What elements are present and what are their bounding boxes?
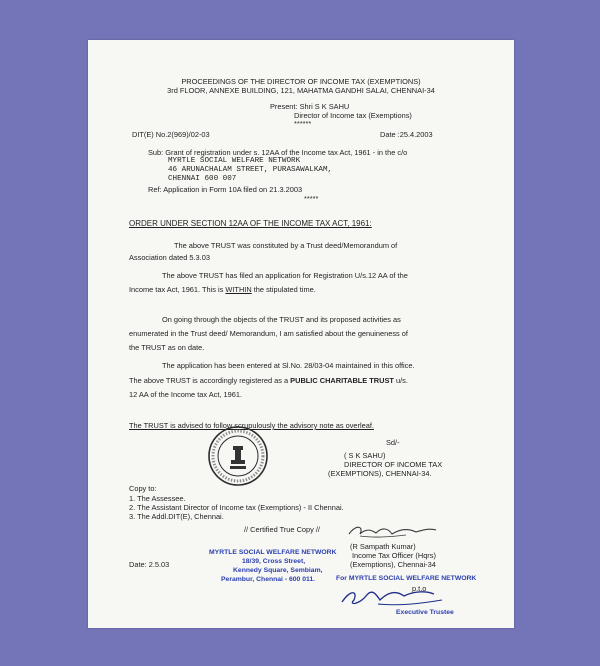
signatory-office: (EXEMPTIONS), CHENNAI-34. [328,469,432,478]
para4-line1: The application has been entered at Sl.No. 28/03-04 maintained in this office. [162,361,415,370]
within-text: WITHIN [225,285,252,294]
copy-to-item-3: 3. The Addl.DIT(E), Chennai. [129,512,224,521]
stamp-line-2: 18/39, Cross Street, [242,558,306,565]
order-date: Date :25.4.2003 [380,130,433,139]
stamp-line-4: Perambur, Chennai - 600 011. [221,576,316,583]
sd-mark: Sd/- [386,438,400,447]
official-seal-stamp [206,424,270,488]
trust-type: PUBLIC CHARITABLE TRUST [290,376,394,385]
footer-date: Date: 2.5.03 [129,560,170,569]
stamp-line-3: Kennedy Square, Sembiam, [233,567,323,574]
para4-line3: 12 AA of the Income tax Act, 1961. [129,390,242,399]
para2-line1: The above TRUST has filed an application for Registration U/s.12 AA of the [162,271,408,280]
para3-line3: the TRUST as on date. [129,343,205,352]
trust-stamp-for: For MYRTLE SOCIAL WELFARE NETWORK [336,575,477,582]
para4-line2: The above TRUST is accordingly registered as a PUBLIC CHARITABLE TRUST u/s. [129,376,408,385]
trust-address-city: CHENNAI 600 007 [168,175,237,183]
officer-name: (R Sampath Kumar) [350,542,416,551]
document-page [88,40,514,628]
header-address: 3rd FLOOR, ANNEXE BUILDING, 121, MAHATMA GANDHI SALAI, CHENNAI-34 [167,86,435,95]
trust-name: MYRTLE SOCIAL WELFARE NETWORK [168,157,301,165]
present-line: Present: Shri S K SAHU [270,102,350,111]
header-stars: ****** [294,119,312,128]
signatory-name: ( S K SAHU) [344,451,386,460]
order-heading: ORDER UNDER SECTION 12AA OF THE INCOME TAX ACT, 1961: [129,219,372,228]
para3-line1: On going through the objects of the TRUST and its proposed activities as [162,315,401,324]
trustee-signature [338,584,448,608]
para2-line2: Income tax Act, 1961. This is WITHIN the stipulated time. [129,285,316,294]
advisory-note: The TRUST is advised to follow scrupulously the advisory note as overleaf. [129,421,374,430]
para1-line1: The above TRUST was constituted by a Trust deed/Memorandum of [174,241,398,250]
certified-true-copy: // Certified True Copy // [244,525,320,534]
stamp-name: MYRTLE SOCIAL WELFARE NETWORK [209,549,337,556]
subject-reference: Ref: Application in Form 10A filed on 21.3.2003 [148,185,303,194]
reference-number: DIT(E) No.2(969)/02-03 [132,130,210,139]
present-title: Director of Income tax (Exemptions) [294,111,412,120]
trust-address-street: 46 ARUNACHALAM STREET, PURASAWALKAM, [168,166,333,174]
subject-line: Sub: Grant of registration under s. 12AA of the Income tax Act, 1961 - in the c/o [148,148,408,157]
signatory-title: DIRECTOR OF INCOME TAX [344,460,443,469]
para3-line2: enumerated in the Trust deed/ Memorandum, I am satisfied about the genuineness of [129,329,408,338]
officer-signature [346,522,438,540]
officer-office: (Exemptions), Chennai-34 [350,560,436,569]
para1-line2: Association dated 5.3.03 [129,253,210,262]
pto-mark: p.t.o [412,584,427,593]
subject-stars: ***** [304,194,319,203]
trustee-role: Executive Trustee [396,609,454,616]
officer-title: Income Tax Officer (Hqrs) [352,551,436,560]
copy-to-item-2: 2. The Assistant Director of Income tax (Exemptions) - II Chennai. [129,503,344,512]
copy-to-heading: Copy to: [129,484,157,493]
copy-to-item-1: 1. The Assessee. [129,494,186,503]
header-title: PROCEEDINGS OF THE DIRECTOR OF INCOME TAX (EXEMPTIONS) [181,77,421,86]
